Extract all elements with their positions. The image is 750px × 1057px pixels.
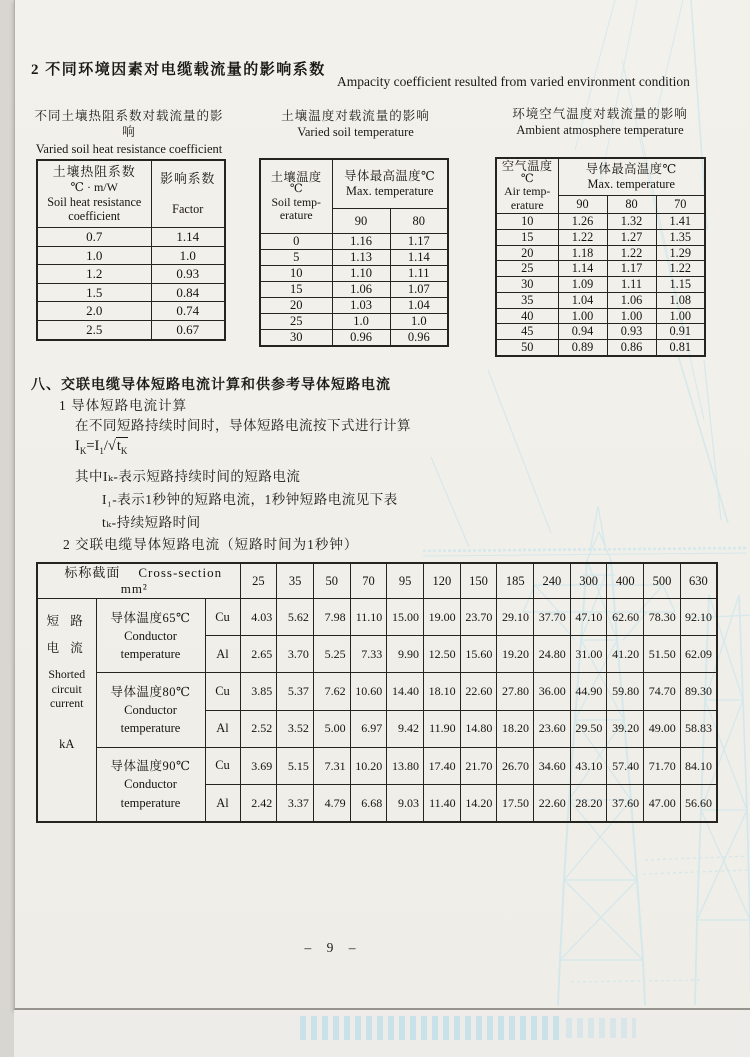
table-cell: 1.32 xyxy=(607,214,656,230)
short-circuit-value: 7.98 xyxy=(313,599,350,636)
table-cell: 25 xyxy=(260,314,332,330)
soil-resistance-table-title xyxy=(31,108,227,157)
short-circuit-value: 14.20 xyxy=(460,784,497,822)
table-cell: 10 xyxy=(260,266,332,282)
soil-temperature-title-cn: 土壤温度对载流量的影响 xyxy=(281,109,430,123)
soil-resistance-title-cn: 不同土壤热阻系数对载流量的影响 xyxy=(34,109,224,140)
short-circuit-value: 5.15 xyxy=(277,747,314,784)
radical-sign: √ xyxy=(107,438,116,454)
table-cell: 1.22 xyxy=(656,261,705,277)
table-cell: 1.2 xyxy=(37,265,151,284)
document-page xyxy=(14,0,750,1010)
table-cell: 30 xyxy=(496,277,558,293)
short-circuit-value: 17.40 xyxy=(423,747,460,784)
table-cell: 40 xyxy=(496,308,558,324)
table-cell: 25 xyxy=(496,261,558,277)
table-cell: 0.67 xyxy=(151,320,225,339)
short-circuit-value: 21.70 xyxy=(460,747,497,784)
formula-radicand xyxy=(116,437,129,454)
table-cell: 1.15 xyxy=(656,277,705,293)
table-cell: 0.86 xyxy=(607,340,656,356)
header-text: 导体温度65℃ xyxy=(110,610,191,625)
metal-cu-label: Cu xyxy=(205,673,240,710)
metal-cu-label: Cu xyxy=(205,747,240,784)
table-cell: 0.81 xyxy=(656,340,705,356)
header-text-en: erature xyxy=(510,197,544,212)
table-cell: 0.89 xyxy=(558,340,607,356)
max-temperature-group-header xyxy=(558,158,705,196)
short-circuit-value: 56.60 xyxy=(680,784,717,822)
short-circuit-value: 3.85 xyxy=(240,673,277,710)
short-circuit-value: 4.03 xyxy=(240,599,277,636)
table-cell: 1.13 xyxy=(332,250,390,266)
short-circuit-value: 47.00 xyxy=(644,784,681,822)
short-circuit-value: 92.10 xyxy=(680,599,717,636)
page-title-en: Ampacity coefficient resulted from varied environment condition xyxy=(337,74,690,89)
table-cell: 0.84 xyxy=(151,283,225,302)
short-circuit-value: 5.62 xyxy=(277,599,314,636)
table-cell: 1.41 xyxy=(656,214,705,230)
table-cell: 1.18 xyxy=(558,245,607,261)
cross-section-header-cell: 25 xyxy=(240,563,277,599)
short-circuit-value: 2.52 xyxy=(240,710,277,747)
table-row xyxy=(496,261,705,277)
header-unit: ℃ xyxy=(289,183,303,196)
table-cell: 1.11 xyxy=(390,266,448,282)
table-cell: 1.5 xyxy=(37,283,151,302)
short-circuit-value: 19.20 xyxy=(497,636,534,673)
header-text: 标称截面 xyxy=(64,565,121,580)
short-circuit-value: 19.00 xyxy=(423,599,460,636)
metal-al-label: Al xyxy=(205,784,240,822)
table-cell: 1.06 xyxy=(607,292,656,308)
short-circuit-value: 78.30 xyxy=(644,599,681,636)
table-cell: 0.96 xyxy=(390,330,448,347)
table-row xyxy=(37,599,717,636)
short-circuit-value: 4.79 xyxy=(313,784,350,822)
short-circuit-value: 3.52 xyxy=(277,710,314,747)
metal-al-label: Al xyxy=(205,636,240,673)
short-circuit-value: 5.25 xyxy=(313,636,350,673)
conductor-temp-80-label xyxy=(96,673,205,747)
header-text-en: Air temp- xyxy=(504,184,551,199)
header-text-en: temperature xyxy=(120,795,181,810)
table-cell: 1.29 xyxy=(656,245,705,261)
table-row xyxy=(496,340,705,356)
table-cell: 0.93 xyxy=(607,324,656,340)
short-circuit-value: 89.30 xyxy=(680,673,717,710)
metal-cu-label: Cu xyxy=(205,599,240,636)
table-cell: 1.11 xyxy=(607,277,656,293)
formula-note-3: tₖ-持续短路时间 xyxy=(102,515,201,530)
short-circuit-value: 37.70 xyxy=(534,599,571,636)
air-temperature-title-cn: 环境空气温度对载流量的影响 xyxy=(512,107,688,121)
short-circuit-value: 24.80 xyxy=(534,636,571,673)
table-row xyxy=(37,228,225,247)
short-circuit-value: 15.60 xyxy=(460,636,497,673)
short-circuit-value: 9.90 xyxy=(387,636,424,673)
formula-subscript: K xyxy=(120,445,128,456)
table-cell: 1.04 xyxy=(558,292,607,308)
table-cell: 0.74 xyxy=(151,302,225,321)
short-circuit-value: 7.31 xyxy=(313,747,350,784)
short-circuit-value: 3.37 xyxy=(277,784,314,822)
short-circuit-value: 2.65 xyxy=(240,636,277,673)
table-row xyxy=(496,229,705,245)
cross-section-header-cell: 300 xyxy=(570,563,607,599)
table-cell: 1.0 xyxy=(37,246,151,265)
header-text: 影响系数 xyxy=(160,172,216,187)
table-cell: 1.0 xyxy=(332,314,390,330)
short-circuit-value: 41.20 xyxy=(607,636,644,673)
short-circuit-value: 84.10 xyxy=(680,747,717,784)
short-circuit-value: 3.70 xyxy=(277,636,314,673)
table-row xyxy=(37,265,225,284)
table-cell: 1.35 xyxy=(656,229,705,245)
air-temperature-table-title xyxy=(493,106,707,139)
section-heading: 八、交联电缆导体短路电流计算和供参考导体短路电流 xyxy=(31,378,391,393)
table-row xyxy=(496,277,705,293)
formula-subscript: K xyxy=(79,445,87,456)
header-text: 空气温度 xyxy=(501,159,553,174)
table-cell: 1.0 xyxy=(390,314,448,330)
table-row xyxy=(496,324,705,340)
max-temp-subcolumn: 80 xyxy=(607,196,656,214)
cross-section-header-cell: 50 xyxy=(313,563,350,599)
table-row xyxy=(260,282,448,298)
max-temperature-group-header xyxy=(332,159,448,209)
table-row xyxy=(496,245,705,261)
short-circuit-value: 34.60 xyxy=(534,747,571,784)
formula-term: =I xyxy=(86,438,100,454)
table-row xyxy=(37,302,225,321)
header-text-en: Conductor xyxy=(124,777,177,792)
table-header-row xyxy=(37,563,717,599)
short-circuit-value: 10.60 xyxy=(350,673,387,710)
short-circuit-value: 9.03 xyxy=(387,784,424,822)
air-temperature-title-en: Ambient atmosphere temperature xyxy=(516,123,684,138)
short-circuit-value: 51.50 xyxy=(644,636,681,673)
soil-resistance-title-en: Varied soil heat resistance coefficient xyxy=(35,141,223,156)
short-circuit-table xyxy=(36,562,718,823)
air-temperature-table xyxy=(495,157,706,357)
soil-resistance-header-col2 xyxy=(151,160,225,228)
table-cell: 1.17 xyxy=(607,261,656,277)
table-cell: 10 xyxy=(496,214,558,230)
table-cell: 1.14 xyxy=(151,228,225,247)
table-cell: 1.0 xyxy=(151,246,225,265)
row-label-unit: kA xyxy=(59,737,75,752)
short-circuit-value: 6.68 xyxy=(350,784,387,822)
table-row xyxy=(37,320,225,339)
short-circuit-value: 27.80 xyxy=(497,673,534,710)
table-cell: 45 xyxy=(496,324,558,340)
short-circuit-value: 49.00 xyxy=(644,710,681,747)
short-circuit-value: 12.50 xyxy=(423,636,460,673)
table-cell: 0 xyxy=(260,234,332,250)
table-row xyxy=(37,747,717,784)
cross-section-header-cell: 95 xyxy=(387,563,424,599)
cross-section-header-cell: 630 xyxy=(680,563,717,599)
max-temp-subcolumn: 80 xyxy=(390,209,448,234)
header-unit: ℃ xyxy=(520,172,534,185)
scan-lower-margin xyxy=(14,1010,750,1057)
table-header-row xyxy=(37,160,225,228)
table-cell: 1.14 xyxy=(390,250,448,266)
short-circuit-value: 13.80 xyxy=(387,747,424,784)
header-text-en: Max. temperature xyxy=(587,177,675,191)
short-circuit-value: 62.09 xyxy=(680,636,717,673)
table-cell: 1.14 xyxy=(558,261,607,277)
table-row xyxy=(260,330,448,347)
short-circuit-value: 71.70 xyxy=(644,747,681,784)
table-cell: 1.04 xyxy=(390,298,448,314)
table-cell: 1.27 xyxy=(607,229,656,245)
short-circuit-value: 29.50 xyxy=(570,710,607,747)
table-cell: 0.93 xyxy=(151,265,225,284)
table-cell: 1.08 xyxy=(656,292,705,308)
short-circuit-value: 23.60 xyxy=(534,710,571,747)
metal-al-label: Al xyxy=(205,710,240,747)
table-cell: 1.00 xyxy=(656,308,705,324)
short-circuit-value: 10.20 xyxy=(350,747,387,784)
short-circuit-value: 74.70 xyxy=(644,673,681,710)
table-cell: 1.22 xyxy=(607,245,656,261)
short-circuit-value: 57.40 xyxy=(607,747,644,784)
table-cell: 1.07 xyxy=(390,282,448,298)
short-circuit-value: 22.60 xyxy=(460,673,497,710)
page-title-cn: 2 不同环境因素对电缆载流量的影响系数 xyxy=(31,62,326,78)
short-circuit-value: 39.20 xyxy=(607,710,644,747)
cross-section-header-cell: 70 xyxy=(350,563,387,599)
row-label-en: Shorted circuit current xyxy=(48,667,86,711)
table-header-row xyxy=(496,158,705,196)
short-circuit-value: 47.10 xyxy=(570,599,607,636)
short-circuit-value: 62.60 xyxy=(607,599,644,636)
short-circuit-value: 3.69 xyxy=(240,747,277,784)
conductor-temp-90-label xyxy=(96,747,205,822)
soil-resistance-table xyxy=(36,159,226,341)
short-circuit-value: 7.33 xyxy=(350,636,387,673)
table-cell: 35 xyxy=(496,292,558,308)
table-cell: 15 xyxy=(260,282,332,298)
short-circuit-value: 44.90 xyxy=(570,673,607,710)
short-circuit-value: 18.20 xyxy=(497,710,534,747)
header-text-en: Conductor xyxy=(124,703,177,717)
formula-term: / xyxy=(103,438,108,454)
table-row xyxy=(496,292,705,308)
table-cell: 1.10 xyxy=(332,266,390,282)
table-row xyxy=(260,250,448,266)
short-circuit-value: 59.80 xyxy=(607,673,644,710)
table-row xyxy=(37,673,717,710)
table-cell: 1.09 xyxy=(558,277,607,293)
table-cell: 1.00 xyxy=(607,308,656,324)
table-cell: 1.00 xyxy=(558,308,607,324)
header-text-en: Conductor xyxy=(124,628,177,643)
conductor-temp-65-label xyxy=(96,599,205,673)
header-text-en: Soil heat resistance xyxy=(47,194,142,209)
header-text-en: temperature xyxy=(120,721,181,736)
table-row xyxy=(37,283,225,302)
table-cell: 0.96 xyxy=(332,330,390,347)
table-row xyxy=(496,308,705,324)
short-circuit-value: 43.10 xyxy=(570,747,607,784)
table-cell: 2.0 xyxy=(37,302,151,321)
short-circuit-value: 22.60 xyxy=(534,784,571,822)
table-row xyxy=(260,234,448,250)
page-number: – 9 – xyxy=(304,940,358,955)
max-temp-subcolumn: 90 xyxy=(558,196,607,214)
table-cell: 1.17 xyxy=(390,234,448,250)
table-row xyxy=(260,266,448,282)
table-cell: 20 xyxy=(496,245,558,261)
row-label-cn: 短 路 xyxy=(46,614,87,628)
short-circuit-value: 23.70 xyxy=(460,599,497,636)
formula-note-2: I₁-表示1秒钟的短路电流，1秒钟短路电流见下表 xyxy=(102,492,398,507)
table-cell: 20 xyxy=(260,298,332,314)
header-text: 导体最高温度℃ xyxy=(585,162,677,177)
scan-artifact xyxy=(566,1018,636,1038)
max-temp-subcolumn: 70 xyxy=(656,196,705,214)
section-item-1: 1 导体短路电流计算 xyxy=(59,398,188,413)
table-cell: 15 xyxy=(496,229,558,245)
section-item-2: 2 交联电缆导体短路电流（短路时间为1秒钟） xyxy=(63,537,359,552)
table-cell: 5 xyxy=(260,250,332,266)
header-text: 导体温度80℃ xyxy=(110,684,191,699)
table-cell: 1.06 xyxy=(332,282,390,298)
header-text-en: coefficient xyxy=(68,208,121,223)
short-circuit-value: 36.00 xyxy=(534,673,571,710)
header-text: 土壤热阻系数 xyxy=(52,165,136,180)
soil-temperature-table-title xyxy=(259,108,452,141)
short-circuit-value: 5.37 xyxy=(277,673,314,710)
short-circuit-value: 17.50 xyxy=(497,784,534,822)
cross-section-header-cell: 240 xyxy=(534,563,571,599)
header-text: 土壤温度 xyxy=(270,169,322,184)
soil-temperature-title-en: Varied soil temperature xyxy=(297,125,414,140)
max-temp-subcolumn: 90 xyxy=(332,209,390,234)
air-temperature-header-col1 xyxy=(496,158,558,214)
header-text-en: Factor xyxy=(172,201,204,216)
table-cell: 1.22 xyxy=(558,229,607,245)
table-row xyxy=(496,214,705,230)
table-row xyxy=(260,314,448,330)
formula-term: t xyxy=(116,438,121,454)
short-circuit-value: 15.00 xyxy=(387,599,424,636)
short-circuit-formula xyxy=(75,438,128,456)
formula-term: I xyxy=(75,438,80,454)
table-cell: 1.16 xyxy=(332,234,390,250)
short-circuit-value: 6.97 xyxy=(350,710,387,747)
short-circuit-value: 37.60 xyxy=(607,784,644,822)
short-circuit-value: 29.10 xyxy=(497,599,534,636)
header-text-en: Soil temp- xyxy=(271,194,321,209)
short-circuit-value: 14.80 xyxy=(460,710,497,747)
table-cell: 50 xyxy=(496,340,558,356)
cross-section-header-cell: 500 xyxy=(644,563,681,599)
table-cell: 0.94 xyxy=(558,324,607,340)
table-cell: 1.03 xyxy=(332,298,390,314)
table-cell: 0.91 xyxy=(656,324,705,340)
soil-temperature-header-col1 xyxy=(260,159,332,234)
scan-artifact xyxy=(300,1016,562,1040)
short-circuit-value: 11.10 xyxy=(350,599,387,636)
short-circuit-value: 18.10 xyxy=(423,673,460,710)
short-circuit-value: 11.90 xyxy=(423,710,460,747)
table-header-row xyxy=(260,159,448,209)
table-row xyxy=(260,298,448,314)
short-circuit-value: 2.42 xyxy=(240,784,277,822)
short-circuit-value: 14.40 xyxy=(387,673,424,710)
table-cell: 1.26 xyxy=(558,214,607,230)
short-circuit-value: 5.00 xyxy=(313,710,350,747)
short-circuit-value: 28.20 xyxy=(570,784,607,822)
short-circuit-row-group-label xyxy=(37,599,96,823)
table-cell: 30 xyxy=(260,330,332,347)
cross-section-header-cell: 35 xyxy=(277,563,314,599)
cross-section-header-cell: 400 xyxy=(607,563,644,599)
soil-resistance-header-col1 xyxy=(37,160,151,228)
short-circuit-value: 9.42 xyxy=(387,710,424,747)
formula-subscript: 1 xyxy=(99,445,104,456)
table-row xyxy=(37,246,225,265)
section-body-line: 在不同短路持续时间时，导体短路电流按下式进行计算 xyxy=(75,418,411,433)
short-circuit-value: 26.70 xyxy=(497,747,534,784)
formula-note-1: 其中Iₖ-表示短路持续时间的短路电流 xyxy=(75,469,301,484)
cross-section-header-cell: 120 xyxy=(423,563,460,599)
table-cell: 0.7 xyxy=(37,228,151,247)
header-text: 导体温度90℃ xyxy=(110,759,191,774)
short-circuit-value: 31.00 xyxy=(570,636,607,673)
header-text: 导体最高温度℃ xyxy=(344,169,436,184)
short-circuit-value: 58.83 xyxy=(680,710,717,747)
header-text-en: erature xyxy=(279,208,313,223)
row-label-cn: 电 流 xyxy=(46,641,87,655)
header-text-en: Max. temperature xyxy=(346,184,434,198)
header-text-en: Cross-section mm² xyxy=(120,565,223,596)
header-text-en: temperature xyxy=(120,646,181,661)
soil-temperature-table xyxy=(259,158,449,347)
cross-section-header-cell: 150 xyxy=(460,563,497,599)
cross-section-header-cell: 185 xyxy=(497,563,534,599)
table-cell: 2.5 xyxy=(37,320,151,339)
short-circuit-value: 7.62 xyxy=(313,673,350,710)
short-circuit-value: 11.40 xyxy=(423,784,460,822)
cross-section-label-cell xyxy=(37,563,240,599)
header-unit: ℃ · m/W xyxy=(70,180,118,195)
